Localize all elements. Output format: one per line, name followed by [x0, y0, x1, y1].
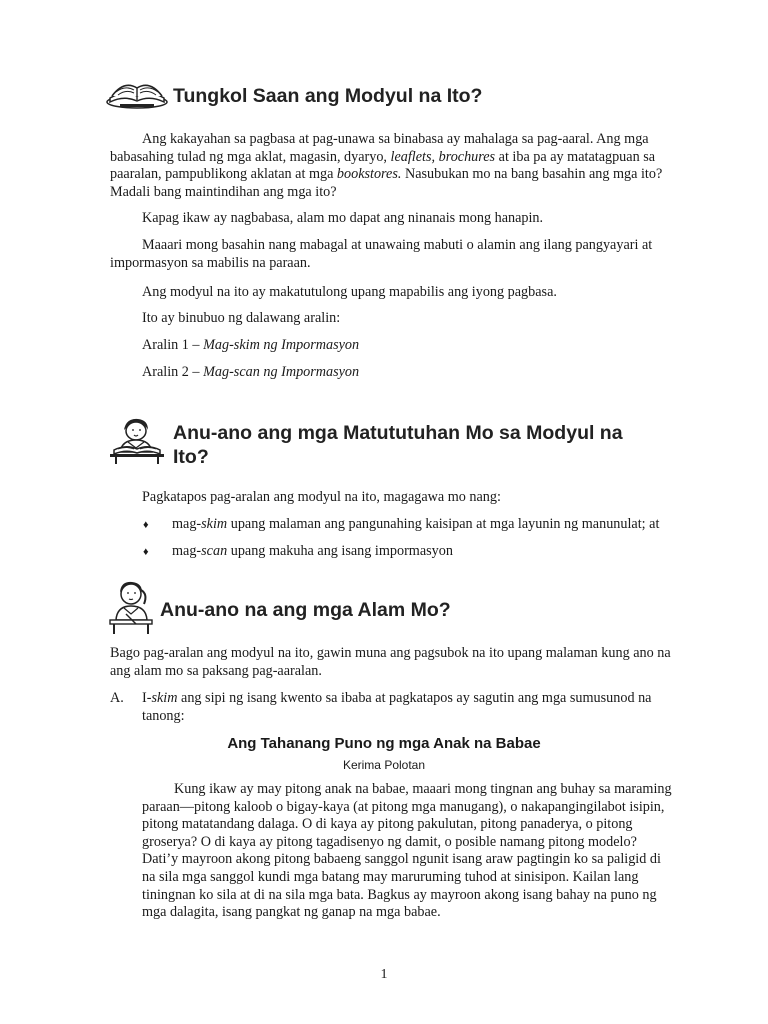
paragraph: Bago pag-aralan ang modyul na ito, gawin muna ang pagsubok na ito upang malaman kung ano na ang alam mo sa paksang pag-aaralan. [110, 645, 671, 679]
bullet-diamond-icon: ♦ [143, 546, 149, 558]
paragraph: Ang modyul na ito ay makatutulong upang mapabilis ang iyong pagbasa. [142, 284, 557, 300]
page-number: 1 [380, 967, 388, 982]
objective-item: mag-skim upang malaman ang pangunahing kaisipan at mga layunin ng manunulat; at [172, 516, 660, 532]
paragraph: Ito ay binubuo ng dalawang aralin: [142, 310, 341, 326]
student-reading-icon [106, 416, 168, 466]
objective-item: mag-scan upang makuha ang isang impormasyon [172, 543, 453, 559]
bullet-diamond-icon: ♦ [143, 519, 149, 531]
section-title: Tungkol Saan ang Modyul na Ito? [173, 85, 483, 107]
section-title: Anu-ano na ang mga Alam Mo? [160, 599, 451, 621]
section-title: Anu-ano ang mga Matututuhan Mo sa Modyul na Ito? [173, 422, 623, 468]
paragraph: Pagkatapos pag-aralan ang modyul na ito, magagawa mo nang: [142, 489, 501, 505]
open-book-icon [106, 72, 168, 110]
item-marker: A. [110, 690, 124, 706]
paragraph: Maaari mong basahin nang mabagal at unawaing mabuti o alamin ang ilang pangyayari at impormasyon sa mabilis na paraan. [110, 237, 653, 271]
lesson-item: Aralin 1 – Mag-skim ng Impormasyon [142, 337, 360, 353]
thinking-student-icon [106, 580, 156, 636]
story-body: Kung ikaw ay may pitong anak na babae, maaari mong tingnan ang buhay sa maraming paraan—pitong kaloob o bigay-kaya (at pitong mga manugang), o nakapangingilabot isipin, pitong matatandang dalaga. O di kaya ay pitong pakulutan, pitong panaderya, o pitong groserya? O di kaya ay pitong tagadisenyo ng damit, o posible namang pitong modelo? Dati’y mayroon akong pitong babaeng sanggol ngunit isang araw pagtingin ko sa paligid di na sila mga sanggol kundi mga batang may maruruming tuhod at sinisipon. Kailan lang tiningnan ko sila at di na sila mga bata. Bagkus ay mayroon akong isang bahay na puno ng mga dalagita, isang pangkat ng ganap na mga babae. [142, 781, 672, 921]
story-author: Kerima Polotan [342, 758, 426, 772]
paragraph: Kapag ikaw ay nagbabasa, alam mo dapat ang ninanais mong hanapin. [142, 210, 544, 226]
instruction: I-skim ang sipi ng isang kwento sa ibaba at pagkatapos ay sagutin ang mga sumusunod na tanong: [142, 690, 652, 724]
intro-paragraph: Ang kakayahan sa pagbasa at pag-unawa sa binabasa ay mahalaga sa pag-aaral. Ang mga babasahing tulad ng mga aklat, magasin, dyaryo, leaflets, brochures at iba pa ay matatagpuan sa paaralan, pampublikong aklatan at mga bookstores. Nasubukan mo na bang basahin ang mga ito? Madali bang maintindihan ang mga ito? [110, 131, 663, 200]
lesson-item: Aralin 2 – Mag-scan ng Impormasyon [142, 364, 360, 380]
story-title: Ang Tahanang Puno ng mga Anak na Babae [227, 735, 541, 752]
